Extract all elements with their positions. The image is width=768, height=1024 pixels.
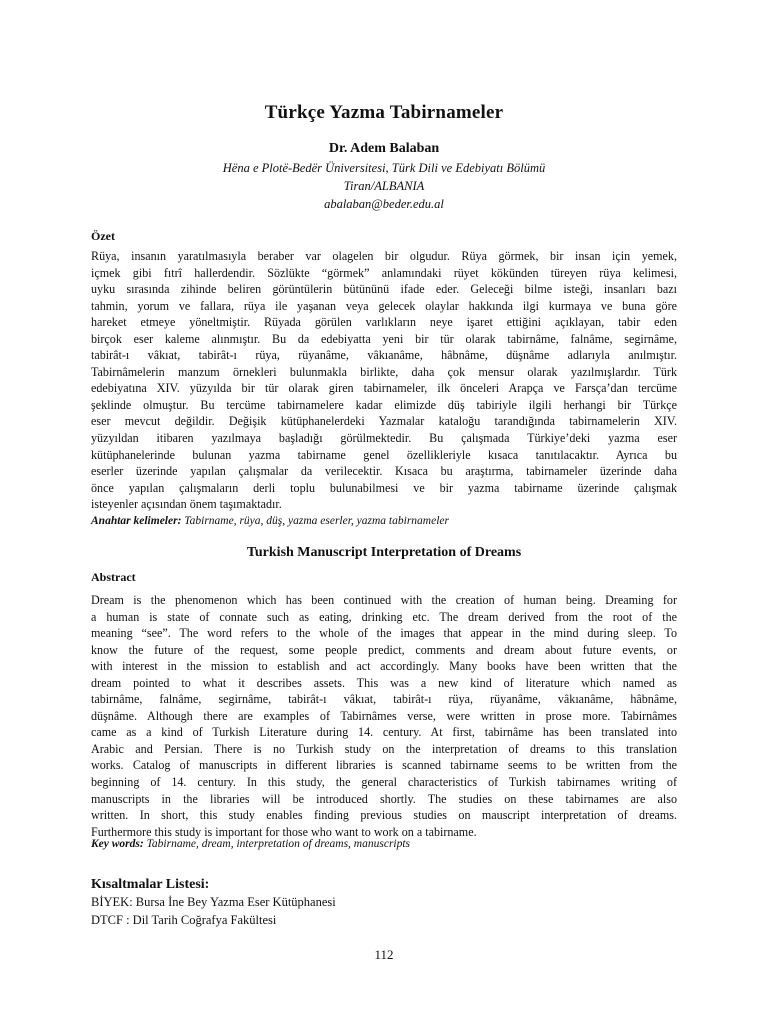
- abstract-keywords: [91, 838, 410, 850]
- abstract-line: düşnâme. Although there are examples of Tabirnâmes verse, were written in prose more. Tabirnâmes: [91, 708, 677, 723]
- ozet-line: hareket etmeye yöneltmiştir. Rüyada görülen varlıkların neye işaret ettiğini açıklayan, tabir eden: [91, 315, 677, 330]
- ozet-line: Rüya, insanın yaratılmasıyla beraber var olagelen bir olgudur. Rüya görmek, bir insan için yemek,: [91, 249, 677, 263]
- abstract-line: Furthermore this study is important for those who want to work on a tabirname.: [91, 824, 477, 839]
- abstract-line: works. Catalog of manuscripts in different libraries is scanned tabirname seems to be written from the: [91, 758, 677, 773]
- abstract-line: manuscripts in the libraries will be introduced shortly. The studies on these tabirnames are also: [91, 791, 677, 806]
- abstract-keywords-label: Key words:: [91, 838, 144, 850]
- ozet-line: tabirât-ı vâkıat, tabirât-ı rüya, rüyanâme, vâkıanâme, hâbnâme, düşnâme adlarıyla anılmıştır.: [91, 348, 677, 363]
- ozet-heading: Özet: [91, 229, 115, 243]
- abstract-line: Arabic and Persian. There is no Turkish study on the interpretation of dreams to this translation: [91, 741, 677, 756]
- ozet-keywords-text: Tabirname, rüya, düş, yazma eserler, yazma tabirnameler: [184, 515, 449, 527]
- affiliation-line: Hëna e Plotë-Bedër Üniversitesi, Türk Dili ve Edebiyatı Bölümü: [222, 161, 546, 175]
- ozet-line: uyku sırasında zihinde beliren görüntülerin bütününü ifade eder. Geleceği bilme isteği, insanları bazı: [91, 282, 677, 297]
- author-name: Dr. Adem Balaban: [328, 141, 440, 156]
- ozet-body: [91, 248, 677, 513]
- ozet-line: yüzyıldan itibaren yazılmaya başladığı görülmektedir. Bu çalışmada Türkiye’deki yazma eser: [91, 431, 677, 446]
- abstract-line: Dream is the phenomenon which has been continued with the creation of human being. Dreaming for: [91, 593, 677, 607]
- abstract-keywords-text: Tabirname, dream, interpretation of dreams, manuscripts: [146, 838, 411, 850]
- abstract-body: [91, 592, 677, 840]
- abstract-line: dream pointed to what it describes assets. This was a new kind of literature which named as: [91, 675, 677, 690]
- abstract-heading: Abstract: [91, 570, 136, 584]
- paper-title: Türkçe Yazma Tabirnameler: [264, 102, 504, 123]
- english-title: Turkish Manuscript Interpretation of Dreams: [246, 545, 522, 560]
- abstract-line: meaning “see”. The word refers to the whole of the images that appear in the mind during sleep. To: [91, 626, 677, 641]
- abstract-line: tabirnâme, falnâme, segirnâme, tabirât-ı vâkıat, tabirât-ı rüya, rüyanâme, vâkıanâme, hâbnâme,: [91, 692, 677, 707]
- ozet-line: şeklinde olmuştur. Bu tercüme tabirnamelere kadar elimizde düş tabiriyle ilgili herhangi bir Türkçe: [91, 397, 677, 412]
- ozet-line: içmek gibi fıtrî hallerdendir. Sözlükte “görmek” anlamındaki rüyet kökünden türeyen rüya kelimesi,: [91, 265, 677, 280]
- abstract-line: with interest in the mission to establish and act accordingly. Many books have been written that the: [91, 659, 677, 674]
- abstract-line: beginning of 14. century. In this study, the general characteristics of Turkish tabirnames writing of: [91, 775, 677, 790]
- ozet-line: tahmin, yorum ve fallara, rüya ile yaşanan veya gelecek olaylar hakkında ilgi kurmaya ve buna göre: [91, 298, 677, 313]
- ozet-line: Tabirnâmelerin manzum örnekleri bulunmakla birlikte, daha çok mensur olarak yazılmışlardır. Türk: [91, 364, 677, 379]
- abstract-line: written. In short, this study enables finding previous studies on mauscript interpretation of dreams.: [91, 808, 677, 823]
- ozet-line: kütüphanelerinde bulunan yazma tabirname genel özellikleriyle kısaca tanıtılacaktır. Ayrıca bu: [91, 447, 677, 462]
- abstract-line: came as a kind of Turkish Literature during 14. century. At first, tabirnâme has been translated into: [91, 725, 677, 740]
- ozet-line: birçok eser kaleme alınmıştır. Bu da edebiyatta yeni bir tür olarak tabirnâme, falnâme, segirnâme,: [91, 331, 677, 346]
- abbreviation-item: DTCF : Dil Tarih Coğrafya Fakültesi: [91, 913, 277, 927]
- ozet-keywords: [91, 515, 449, 527]
- ozet-line: edebiyatına XIV. yüzyılda bir tür olarak giren tabirnameler, ilk önceleri Arapça ve Farsça’dan tercüme: [91, 381, 677, 396]
- author-email: abalaban@beder.edu.al: [324, 197, 444, 211]
- ozet-line: eser mevcut değildir. Değişik kütüphanelerdeki Yazmalar kataloğu tarandığında tabirnamelerin XIV.: [91, 414, 677, 429]
- ozet-keywords-label: Anahtar kelimeler:: [91, 515, 182, 527]
- ozet-line: eserler üzerinde yapılan çalışmalar da verilecektir. Kısaca bu araştırma, tabirnameler üzerinde daha: [91, 464, 677, 479]
- ozet-line: önce yapılan çalışmaların derli toplu bulunabilmesi ve bir yazma tabirname üzerinde çalışmak: [91, 480, 677, 495]
- abstract-line: know the future of the request, some people predict, comments and dream about future events, or: [91, 642, 677, 657]
- page-number: 112: [374, 947, 394, 962]
- affiliation-location: Tiran/ALBANIA: [343, 179, 425, 193]
- abbreviations-heading: Kısaltmalar Listesi:: [91, 877, 210, 892]
- ozet-line: isteyenler açısından önem taşımaktadır.: [91, 497, 282, 512]
- abbreviation-item: BİYEK: Bursa İne Bey Yazma Eser Kütüphanesi: [91, 895, 336, 909]
- abstract-line: a human is state of connate such as eating, drinking etc. The dream derived from the root of the: [91, 609, 677, 624]
